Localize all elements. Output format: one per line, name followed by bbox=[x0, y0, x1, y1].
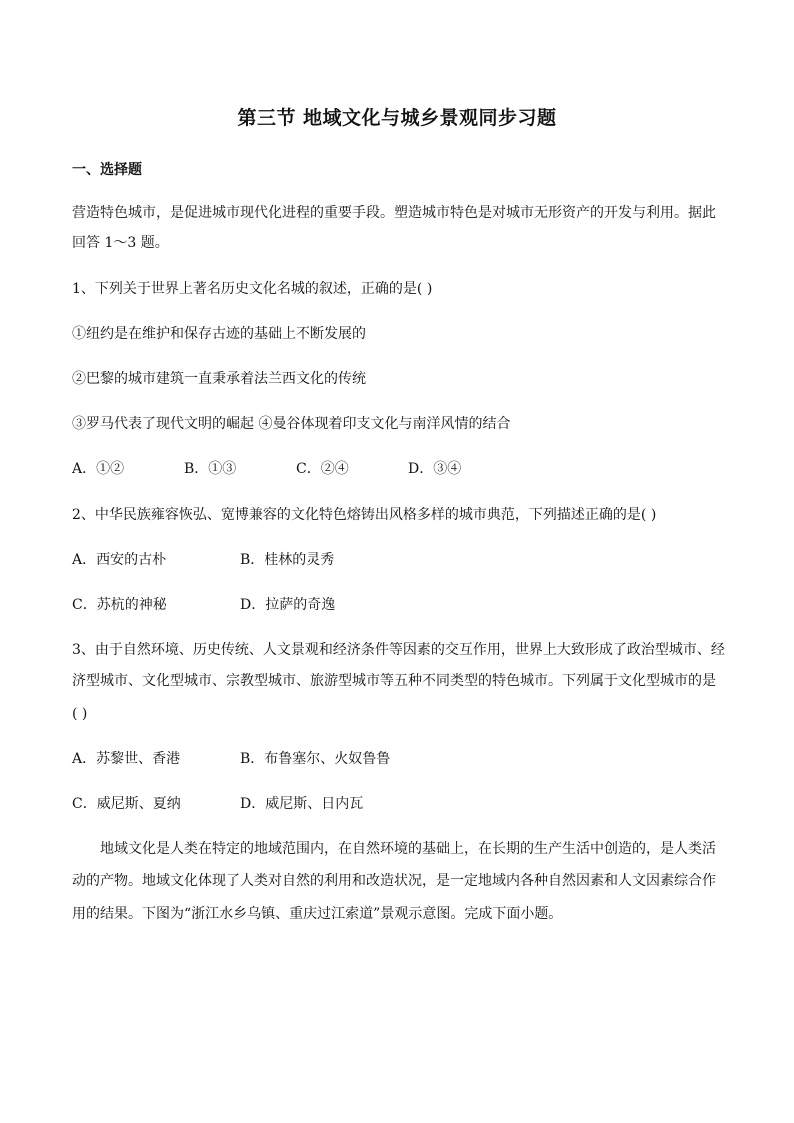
question-1-statement-2: ②巴黎的城市建筑一直秉承着法兰西文化的传统 bbox=[72, 371, 366, 387]
question-3-option-c: C．威尼斯、夏纳 bbox=[72, 796, 181, 812]
passage-line-3: 用的结果。下图为“浙江水乡乌镇、重庆过江索道”景观示意图。完成下面小题。 bbox=[72, 906, 563, 922]
question-1-statement-3-4: ③罗马代表了现代文明的崛起 ④曼谷体现着印支文化与南洋风情的结合 bbox=[72, 416, 511, 432]
question-1-stem: 1、下列关于世界上著名历史文化名城的叙述，正确的是( ) bbox=[72, 281, 433, 297]
question-1-option-c: C．②④ bbox=[296, 461, 349, 477]
question-3-stem-line-1: 3、由于自然环境、历史传统、人文景观和经济条件等因素的交互作用，世界上大致形成了政治型城市、经 bbox=[72, 642, 725, 658]
question-2-option-b: B．桂林的灵秀 bbox=[240, 552, 335, 568]
question-3-stem-line-2: 济型城市、文化型城市、宗教型城市、旅游型城市等五种不同类型的特色城市。下列属于文化型城市的是 bbox=[72, 673, 716, 689]
passage-line-2: 动的产物。地域文化体现了人类对自然的利用和改造状况，是一定地域内各种自然因素和人文因素综合作 bbox=[72, 873, 716, 889]
question-2-option-c: C．苏杭的神秘 bbox=[72, 597, 167, 613]
question-3-stem-line-3: ( ) bbox=[72, 706, 88, 722]
question-3-option-a: A．苏黎世、香港 bbox=[72, 751, 181, 767]
intro-line-2: 回答 1～3 题。 bbox=[72, 235, 169, 251]
question-2-option-d: D．拉萨的奇逸 bbox=[240, 597, 336, 613]
question-1-statement-1: ①纽约是在维护和保存古迹的基础上不断发展的 bbox=[72, 326, 366, 342]
question-1-option-d: D．③④ bbox=[408, 461, 462, 477]
question-1-option-a: A．①② bbox=[72, 461, 125, 477]
question-3-option-d: D．威尼斯、日内瓦 bbox=[240, 796, 364, 812]
section-heading: 一、选择题 bbox=[72, 162, 142, 178]
question-2-stem: 2、中华民族雍容恢弘、宽博兼容的文化特色熔铸出风格多样的城市典范，下列描述正确的是( ) bbox=[72, 507, 657, 523]
passage-line-1: 地域文化是人类在特定的地域范围内，在自然环境的基础上，在长期的生产生活中创造的，是人类活 bbox=[100, 841, 716, 857]
question-3-option-b: B．布鲁塞尔、火奴鲁鲁 bbox=[240, 751, 391, 767]
question-1-option-b: B．①③ bbox=[184, 461, 237, 477]
intro-line-1: 营造特色城市，是促进城市现代化进程的重要手段。塑造城市特色是对城市无形资产的开发与利用。据此 bbox=[72, 205, 716, 221]
document-title: 第三节 地域文化与城乡景观同步习题 bbox=[237, 107, 557, 129]
question-2-option-a: A．西安的古朴 bbox=[72, 552, 167, 568]
